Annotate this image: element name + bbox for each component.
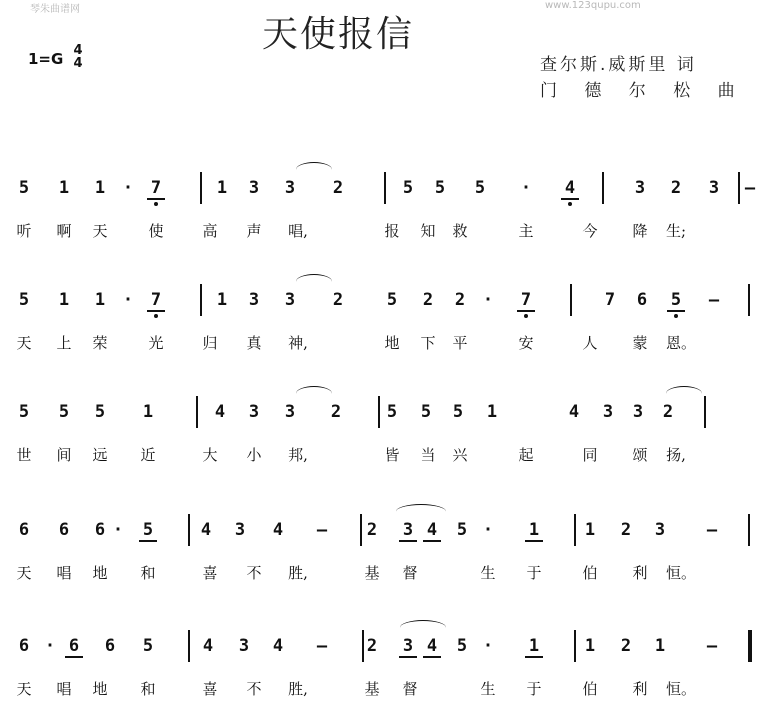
note: 3 <box>654 520 666 540</box>
barline <box>602 172 604 204</box>
lyric-char: 神, <box>288 334 308 352</box>
lyric-char: 喜 <box>202 680 218 698</box>
tie-arc <box>296 274 332 289</box>
barline <box>188 630 190 662</box>
note: 1 <box>654 636 666 656</box>
lyric-char: 胜, <box>288 564 308 582</box>
note: 3 <box>602 402 614 422</box>
augmentation-dot: · <box>112 520 124 540</box>
lyric-char: 今 <box>582 222 598 240</box>
low-octave-dot <box>154 202 158 206</box>
lyrics-row <box>0 332 760 356</box>
lyric-char: 地 <box>384 334 400 352</box>
note: 1 <box>525 636 543 658</box>
lyric-char: 喜 <box>202 564 218 582</box>
note: 3 <box>248 402 260 422</box>
lyric-char: 远 <box>92 446 108 464</box>
note: 3 <box>634 178 646 198</box>
lyric-char: 平 <box>452 334 468 352</box>
note: 3 <box>284 290 296 310</box>
tie-arc <box>296 162 332 177</box>
lyric-char: 于 <box>526 680 542 698</box>
lyric-char: 基 <box>364 564 380 582</box>
note: 6 <box>636 290 648 310</box>
note: 4 <box>214 402 226 422</box>
barline <box>188 514 190 546</box>
note: 3 <box>632 402 644 422</box>
note: 4 <box>423 636 441 658</box>
lyric-char: 天 <box>16 334 32 352</box>
note: 5 <box>456 520 468 540</box>
note: 1 <box>216 178 228 198</box>
barline <box>738 172 740 204</box>
final-barline <box>748 630 752 662</box>
lyric-char: 利 <box>632 680 648 698</box>
lyric-char: 不 <box>246 680 262 698</box>
lyric-char: 恒。 <box>666 564 697 582</box>
score-system <box>0 290 760 370</box>
lyric-char: 知 <box>420 222 436 240</box>
score-system <box>0 520 760 600</box>
note: 3 <box>248 178 260 198</box>
lyric-char: 唱 <box>56 680 72 698</box>
barline <box>748 514 750 546</box>
note: 2 <box>662 402 674 422</box>
lyric-char: 间 <box>56 446 72 464</box>
note: 7 <box>517 290 535 312</box>
note: 4 <box>202 636 214 656</box>
time-signature <box>72 44 84 70</box>
note: 7 <box>147 178 165 200</box>
lyric-char: 伯 <box>582 564 598 582</box>
notation-row <box>0 520 760 550</box>
note: 5 <box>386 402 398 422</box>
augmentation-dot: · <box>122 290 134 310</box>
lyric-char: 啊 <box>56 222 72 240</box>
lyric-char: 当 <box>420 446 436 464</box>
note: 5 <box>402 178 414 198</box>
note: 5 <box>58 402 70 422</box>
tie-arc <box>400 620 446 635</box>
lyricist-credit: 查尔斯.威斯里 词 <box>540 55 697 75</box>
note: 5 <box>18 402 30 422</box>
notation-row <box>0 636 760 666</box>
lyric-char: 生; <box>666 222 687 240</box>
tie-arc <box>296 386 332 401</box>
note: 4 <box>568 402 580 422</box>
barline <box>570 284 572 316</box>
lyric-char: 小 <box>246 446 262 464</box>
note: 5 <box>456 636 468 656</box>
lyric-char: 生 <box>480 564 496 582</box>
score-system <box>0 402 760 482</box>
lyric-char: 下 <box>420 334 436 352</box>
lyric-char: 颂 <box>632 446 648 464</box>
low-octave-dot <box>568 202 572 206</box>
note: 1 <box>584 636 596 656</box>
lyric-char: 利 <box>632 564 648 582</box>
lyric-char: 和 <box>140 680 156 698</box>
low-octave-dot <box>154 314 158 318</box>
augmentation-dot: · <box>520 178 532 198</box>
note: 5 <box>474 178 486 198</box>
sustain-dash: – <box>316 520 328 540</box>
sustain-dash: – <box>706 636 718 656</box>
note: 6 <box>104 636 116 656</box>
note: 4 <box>272 636 284 656</box>
lyric-char: 降 <box>632 222 648 240</box>
augmentation-dot: · <box>482 520 494 540</box>
lyric-char: 使 <box>148 222 164 240</box>
note: 1 <box>216 290 228 310</box>
note: 1 <box>58 178 70 198</box>
note: 2 <box>620 636 632 656</box>
lyric-char: 真 <box>246 334 262 352</box>
lyric-char: 高 <box>202 222 218 240</box>
lyric-char: 恒。 <box>666 680 697 698</box>
note: 5 <box>386 290 398 310</box>
note: 2 <box>422 290 434 310</box>
note: 1 <box>58 290 70 310</box>
lyric-char: 生 <box>480 680 496 698</box>
note: 2 <box>332 290 344 310</box>
barline <box>196 396 198 428</box>
note: 1 <box>94 178 106 198</box>
barline <box>360 514 362 546</box>
note: 5 <box>94 402 106 422</box>
lyric-char: 声 <box>246 222 262 240</box>
barline <box>378 396 380 428</box>
lyric-char: 基 <box>364 680 380 698</box>
barline <box>574 514 576 546</box>
note: 1 <box>584 520 596 540</box>
lyric-char: 人 <box>582 334 598 352</box>
lyric-char: 起 <box>518 446 534 464</box>
note: 2 <box>620 520 632 540</box>
note: 7 <box>147 290 165 312</box>
lyric-char: 大 <box>202 446 218 464</box>
time-signature-top: 4 <box>73 43 83 58</box>
lyric-char: 同 <box>582 446 598 464</box>
lyrics-row <box>0 444 760 468</box>
note: 4 <box>561 178 579 200</box>
note: 5 <box>139 520 157 542</box>
note: 6 <box>18 520 30 540</box>
lyric-char: 天 <box>92 222 108 240</box>
barline <box>748 284 750 316</box>
lyric-char: 荣 <box>92 334 108 352</box>
note: 3 <box>248 290 260 310</box>
notation-row <box>0 290 760 320</box>
lyric-char: 救 <box>452 222 468 240</box>
lyric-char: 听 <box>16 222 32 240</box>
lyrics-row <box>0 220 760 244</box>
note: 6 <box>18 636 30 656</box>
note: 5 <box>434 178 446 198</box>
note: 3 <box>399 636 417 658</box>
note: 6 <box>58 520 70 540</box>
watermark-right: www.123qupu.com <box>545 0 641 11</box>
lyric-char: 伯 <box>582 680 598 698</box>
note: 3 <box>234 520 246 540</box>
barline <box>574 630 576 662</box>
note: 2 <box>454 290 466 310</box>
note: 3 <box>708 178 720 198</box>
lyric-char: 报 <box>384 222 400 240</box>
lyric-char: 归 <box>202 334 218 352</box>
lyric-char: 督 <box>402 564 418 582</box>
score-system <box>0 178 760 258</box>
note: 2 <box>670 178 682 198</box>
lyric-char: 于 <box>526 564 542 582</box>
note: 1 <box>486 402 498 422</box>
note: 4 <box>423 520 441 542</box>
composer-credit: 门 德 尔 松 曲 <box>540 81 746 101</box>
note: 1 <box>94 290 106 310</box>
note: 5 <box>142 636 154 656</box>
note: 5 <box>452 402 464 422</box>
key-signature: 1=G <box>28 50 64 68</box>
note: 2 <box>330 402 342 422</box>
lyric-char: 安 <box>518 334 534 352</box>
augmentation-dot: · <box>122 178 134 198</box>
lyric-char: 天 <box>16 564 32 582</box>
barline <box>384 172 386 204</box>
note: 2 <box>332 178 344 198</box>
note: 3 <box>284 178 296 198</box>
lyric-char: 世 <box>16 446 32 464</box>
sustain-dash: – <box>744 178 756 198</box>
note: 5 <box>18 178 30 198</box>
barline <box>704 396 706 428</box>
lyric-char: 和 <box>140 564 156 582</box>
low-octave-dot <box>674 314 678 318</box>
note: 6 <box>94 520 106 540</box>
sustain-dash: – <box>316 636 328 656</box>
song-title: 天使报信 <box>262 14 415 55</box>
lyric-char: 地 <box>92 680 108 698</box>
low-octave-dot <box>524 314 528 318</box>
lyric-char: 邦, <box>288 446 308 464</box>
note: 2 <box>366 636 378 656</box>
lyric-char: 近 <box>140 446 156 464</box>
lyric-char: 唱 <box>56 564 72 582</box>
lyric-char: 胜, <box>288 680 308 698</box>
score-system <box>0 636 760 716</box>
note: 4 <box>272 520 284 540</box>
sustain-dash: – <box>708 290 720 310</box>
tie-arc <box>396 504 446 519</box>
lyric-char: 光 <box>148 334 164 352</box>
lyric-char: 扬, <box>666 446 686 464</box>
barline <box>200 172 202 204</box>
lyric-char: 恩。 <box>666 334 697 352</box>
barline <box>200 284 202 316</box>
lyric-char: 督 <box>402 680 418 698</box>
note: 3 <box>399 520 417 542</box>
watermark-left: 琴朱曲谱网 <box>30 4 80 15</box>
note: 5 <box>667 290 685 312</box>
lyric-char: 上 <box>56 334 72 352</box>
augmentation-dot: · <box>44 636 56 656</box>
lyric-char: 地 <box>92 564 108 582</box>
note: 5 <box>18 290 30 310</box>
lyric-char: 蒙 <box>632 334 648 352</box>
lyric-char: 天 <box>16 680 32 698</box>
notation-row <box>0 402 760 432</box>
note: 6 <box>65 636 83 658</box>
lyric-char: 兴 <box>452 446 468 464</box>
notation-row <box>0 178 760 208</box>
note: 1 <box>142 402 154 422</box>
note: 1 <box>525 520 543 542</box>
augmentation-dot: · <box>482 636 494 656</box>
lyrics-row <box>0 562 760 586</box>
note: 3 <box>238 636 250 656</box>
augmentation-dot: · <box>482 290 494 310</box>
time-signature-bottom: 4 <box>73 56 83 71</box>
note: 7 <box>604 290 616 310</box>
sustain-dash: – <box>706 520 718 540</box>
note: 3 <box>284 402 296 422</box>
lyric-char: 不 <box>246 564 262 582</box>
lyric-char: 皆 <box>384 446 400 464</box>
lyric-char: 唱, <box>288 222 308 240</box>
note: 5 <box>420 402 432 422</box>
note: 2 <box>366 520 378 540</box>
lyric-char: 主 <box>518 222 534 240</box>
lyrics-row <box>0 678 760 702</box>
tie-arc <box>666 386 702 401</box>
note: 4 <box>200 520 212 540</box>
